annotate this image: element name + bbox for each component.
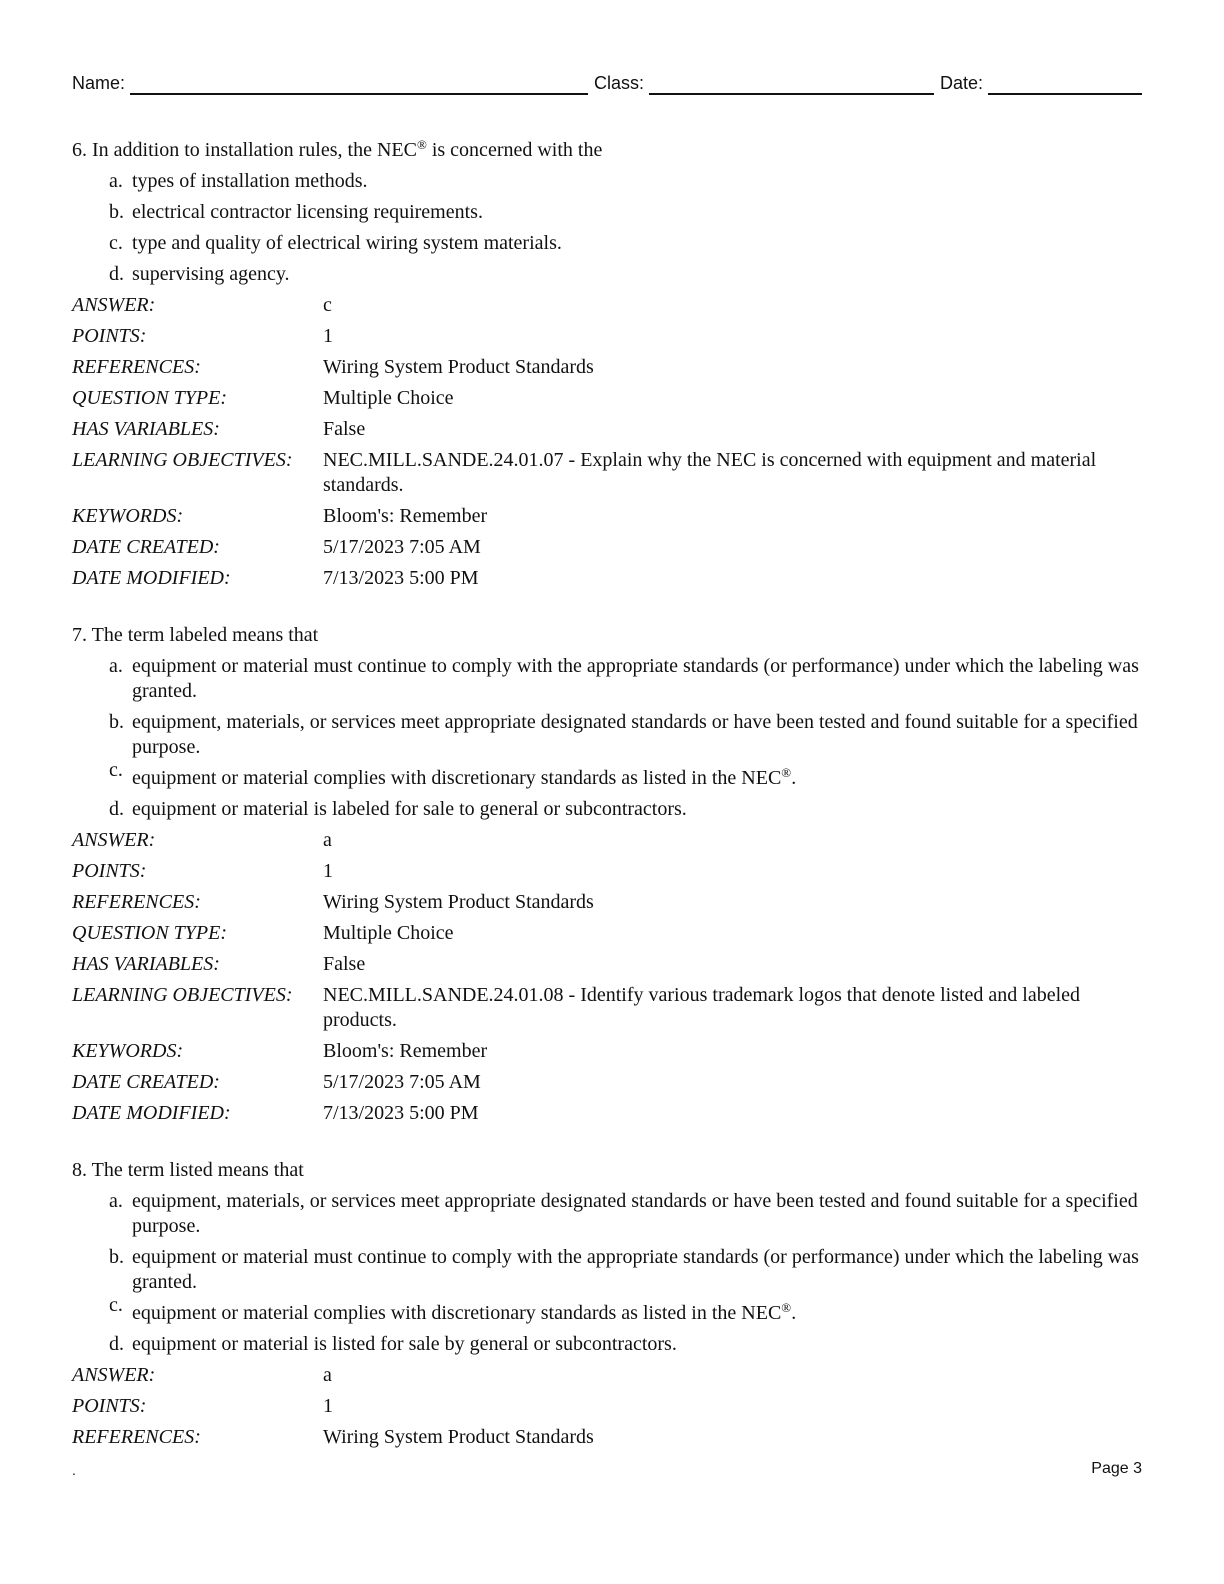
option-d: d. equipment or material is labeled for sale to general or subcontractors. xyxy=(109,798,687,820)
option-d: d. equipment or material is listed for sale by general or subcontractors. xyxy=(109,1333,677,1355)
answer-options xyxy=(72,654,1142,822)
option-c: c. equipment or material complies with discretionary standards as listed in the NEC®. xyxy=(109,1294,797,1324)
option-d: d. supervising agency. xyxy=(109,263,290,285)
question-metadata xyxy=(72,293,1113,597)
question-stem: 6. In addition to installation rules, the NEC® is concerned with the xyxy=(72,137,603,161)
meta-answer: ANSWER: a xyxy=(72,829,332,851)
question-7 xyxy=(72,623,1142,1132)
registered-trademark: ® xyxy=(781,765,792,780)
question-8 xyxy=(72,1158,1142,1456)
worksheet-header xyxy=(72,72,1142,98)
meta-points: POINTS: 1 xyxy=(72,1395,333,1417)
option-a: a. types of installation methods. xyxy=(109,170,368,192)
meta-answer: ANSWER: a xyxy=(72,1364,332,1386)
meta-points: POINTS: 1 xyxy=(72,860,333,882)
question-stem: 8. The term listed means that xyxy=(72,1159,304,1181)
meta-learning-objectives: LEARNING OBJECTIVES: NEC.MILL.SANDE.24.01.08 - Identify various trademark logos that denote listed and labeled products. xyxy=(72,984,1081,1031)
meta-date-created: DATE CREATED: 5/17/2023 7:05 AM xyxy=(72,536,481,558)
question-stem: 7. The term labeled means that xyxy=(72,624,319,646)
registered-trademark: ® xyxy=(416,137,427,152)
option-b: b. equipment, materials, or services meet appropriate designated standards or have been tested and found suitable for a specified purpose. xyxy=(109,711,1138,758)
option-a: a. equipment or material must continue to comply with the appropriate standards (or performance) under which the labeling was granted. xyxy=(109,655,1139,702)
question-6 xyxy=(72,138,1142,597)
meta-learning-objectives: LEARNING OBJECTIVES: NEC.MILL.SANDE.24.01.07 - Explain why the NEC is concerned with equipment and material standards. xyxy=(72,449,1097,496)
footer-mark: . xyxy=(72,1462,76,1478)
meta-has-variables: HAS VARIABLES: False xyxy=(72,953,366,975)
meta-question-type: QUESTION TYPE: Multiple Choice xyxy=(72,922,454,944)
date-label: Date: xyxy=(940,73,984,93)
answer-options xyxy=(72,169,1142,287)
meta-keywords: KEYWORDS: Bloom's: Remember xyxy=(72,505,488,527)
option-c: c. equipment or material complies with discretionary standards as listed in the NEC®. xyxy=(109,759,797,789)
question-metadata xyxy=(72,1363,1113,1456)
option-a: a. equipment, materials, or services meet appropriate designated standards or have been tested and found suitable for a specified purpose. xyxy=(109,1190,1138,1237)
option-c: c. type and quality of electrical wiring system materials. xyxy=(109,232,562,254)
meta-references: REFERENCES: Wiring System Product Standards xyxy=(72,891,594,913)
meta-points: POINTS: 1 xyxy=(72,325,333,347)
answer-options xyxy=(72,1189,1142,1357)
meta-answer: ANSWER: c xyxy=(72,294,332,316)
meta-has-variables: HAS VARIABLES: False xyxy=(72,418,366,440)
question-metadata xyxy=(72,828,1113,1132)
meta-date-modified: DATE MODIFIED: 7/13/2023 5:00 PM xyxy=(72,1102,479,1124)
class-label: Class: xyxy=(594,73,645,93)
meta-date-modified: DATE MODIFIED: 7/13/2023 5:00 PM xyxy=(72,567,479,589)
page-number: Page 3 xyxy=(1091,1460,1142,1477)
option-b: b. electrical contractor licensing requirements. xyxy=(109,201,483,223)
question-list xyxy=(72,138,1142,1482)
meta-question-type: QUESTION TYPE: Multiple Choice xyxy=(72,387,454,409)
meta-references: REFERENCES: Wiring System Product Standards xyxy=(72,356,594,378)
date-blank-line xyxy=(988,93,1142,95)
name-blank-line xyxy=(130,93,588,95)
name-label: Name: xyxy=(72,73,126,93)
meta-references: REFERENCES: Wiring System Product Standards xyxy=(72,1426,594,1448)
meta-date-created: DATE CREATED: 5/17/2023 7:05 AM xyxy=(72,1071,481,1093)
class-blank-line xyxy=(649,93,934,95)
option-b: b. equipment or material must continue to comply with the appropriate standards (or performance) under which the labeling was granted. xyxy=(109,1246,1139,1293)
registered-trademark: ® xyxy=(781,1300,792,1315)
meta-keywords: KEYWORDS: Bloom's: Remember xyxy=(72,1040,488,1062)
